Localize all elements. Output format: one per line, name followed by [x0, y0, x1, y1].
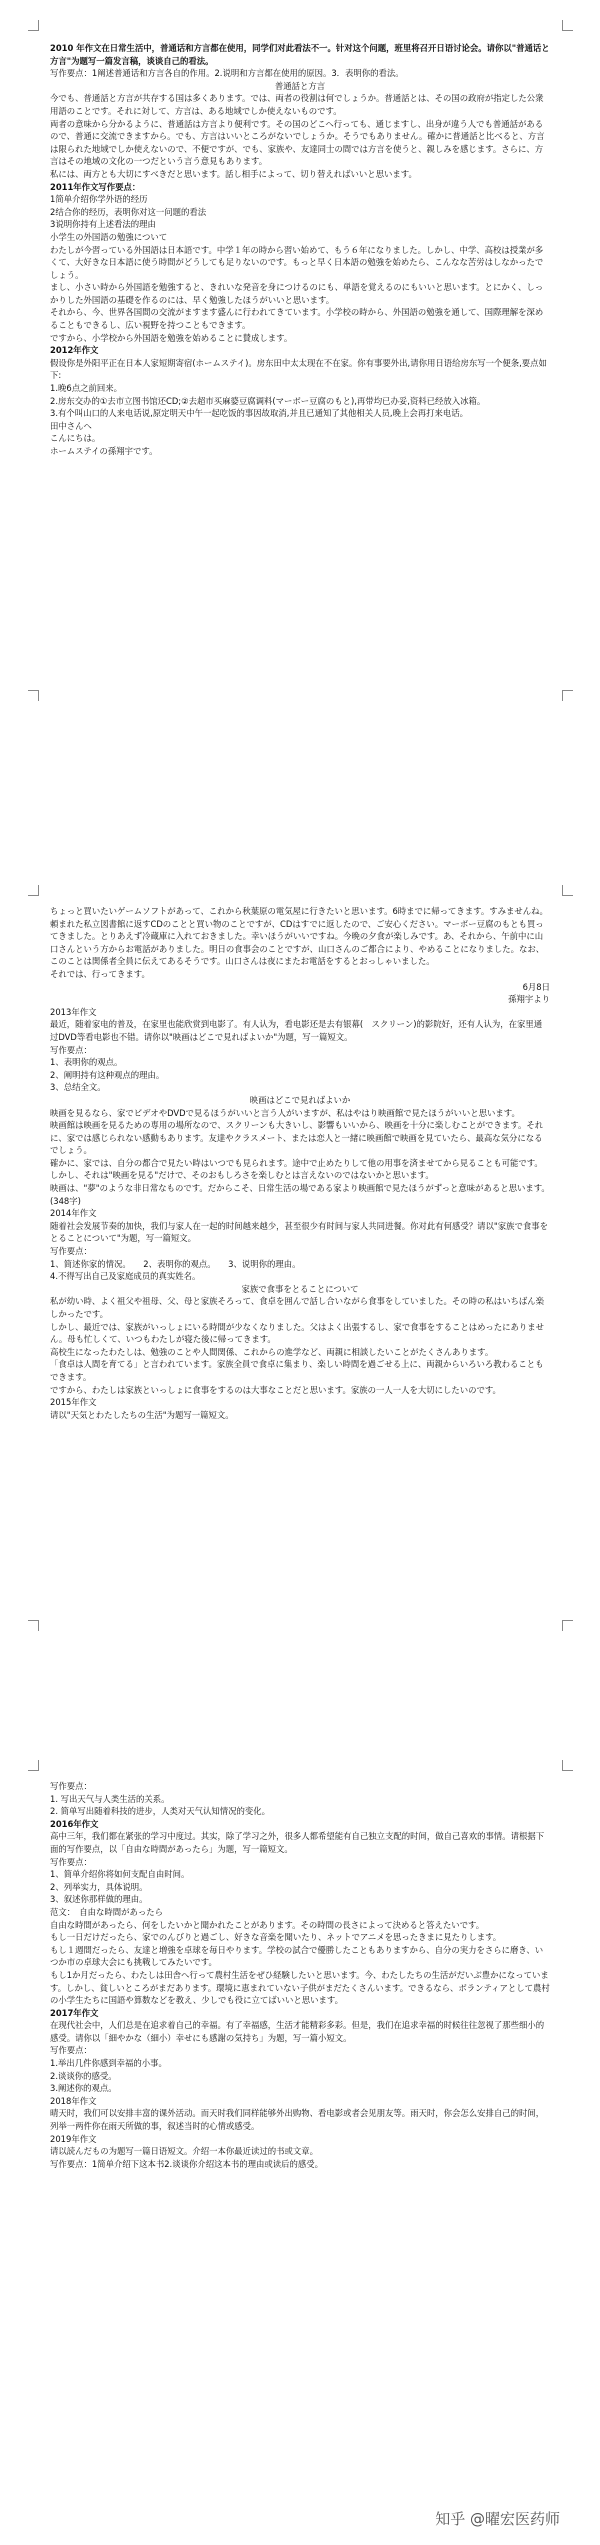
text-line: 映画は、"夢"のような非日常なものです。だからこそ、日常生活の場である家より映画館で見たほうがずっと意味があると思います。(348字) — [50, 1183, 550, 1206]
text-line: 2010 年作文在日常生活中，普通话和方言都在使用，同学们对此看法不一。针对这个问题，班里将召开日语讨论会。请你以"普通话と方言"为题写一篇发言稿，谈谈自己的看法。 — [50, 43, 550, 66]
text-line: 写作要点： — [50, 1044, 92, 1055]
watermark: 知乎 @曜宏医药师 — [435, 2510, 560, 2528]
text-line: 孫翔宇より — [508, 994, 550, 1005]
text-line: 请以読んだもの为题写一篇日语短文。介绍一本你最近读过的书或文章。 — [50, 2146, 318, 2157]
text-line: ホームステイの孫翔宇です。 — [50, 446, 158, 456]
text-line: もし一日だけだったら、家でのんびりと過ごし、好きな音楽を聞いたり、ネットでアニメを思ったきまに見たりします。 — [50, 1932, 502, 1943]
text-line: 2013年作文 — [50, 1006, 97, 1017]
text-line: 1简单介绍你学外语的经历 — [50, 194, 148, 205]
text-line: 写作要点： — [50, 1246, 92, 1257]
text-line: 写作要点： — [50, 1781, 92, 1791]
text-line: 1. 写出天气与人类生活的关系。 — [50, 1793, 170, 1804]
text-line: 映画はどこで見ればよいか — [249, 1094, 351, 1105]
text-line: 4.不得写出自己及家庭成员的真实姓名。 — [50, 1271, 201, 1282]
document-page-3 — [50, 1780, 550, 2170]
text-line: 随着社会发展节奏的加快，我们与家人在一起的时间越来越少，甚至很少有时间与家人共同进餐。你对此有何感受？请以"家族で食事をとることについて"为题，写一篇短文。 — [50, 1220, 548, 1244]
text-line: 1、简单介绍你将如何支配自由时间。 — [50, 1869, 190, 1880]
text-line: 2结合你的经历，表明你对这一问题的看法 — [50, 206, 207, 217]
text-line: 写作要点： — [50, 2045, 92, 2056]
text-line: 私が幼い時、よく祖父や祖母、父、母と家族そろって、食卓を囲んで話し合いながら食事をしていました。その時の私はいちばん楽しかったです。 — [50, 1296, 544, 1319]
text-line: 2. 简单写出随着科技的进步，人类对天气认知情况的变化。 — [50, 1806, 271, 1817]
text-line: ちょっと買いたいゲームソフトがあって、これから秋葉原の電気屋に行きたいと思います。6時までに帰ってきます。すみませんね。 — [50, 906, 548, 916]
text-line: 2016年作文 — [50, 1818, 99, 1829]
text-line: 今でも、普通話と方言が共存する国は多くあります。では、両者の役割は何でしょうか。普通話とは、その国の政府が指定した公衆用語のことです。それに対して、方言は、ある地域でしか使えないものです。 — [50, 93, 544, 116]
corner-mark — [28, 885, 39, 896]
document-page-1 — [50, 42, 550, 458]
text-line: 3、叙述你那样做的理由。 — [50, 1894, 148, 1905]
text-line: もし１週間だったら、友達と増強を卓球を毎日やります。学校の試合で優勝したこともありますから、自分の実力をさらに磨き、いつか市の卓球大会にも挑戦してみたいです。 — [50, 1944, 544, 1968]
text-line: 田中さんへ — [50, 420, 92, 431]
text-line: 小学生の外国語の勉強について — [50, 231, 168, 242]
text-line: 在现代社会中，人们总是在追求着自己的幸福。有了幸福感，生活才能精彩多彩。但是，我们在追求幸福的时候往往忽视了那些细小的感受。请你以「細やかな（細小）幸せにも感謝の気持ち」为题，写一篇小短文。 — [50, 2020, 545, 2043]
text-line: それから、今、世界各国間の交流がますます盛んに行われてきています。小学校の時から、外国語の勉強を通して、国際理解を深めることもできるし、広い視野を持つこともできます。 — [50, 307, 544, 331]
text-line: 2.谈谈你的感受。 — [50, 2070, 117, 2081]
text-line: それでは、行ってきます。 — [50, 968, 150, 979]
text-line: もし1か月だったら、わたしは田舎へ行って農村生活をぜひ経験したいと思います。今、わたしたちの生活がだいぶ豊かになっています。しかし、貧しいところがまだあります。環境に恵まれていない子供がまだたくさんいます。できるなら、ボランティアとして農村の小学生たちに国語や算数などを教え、少しでも役に立てばいいと思います。 — [50, 1969, 550, 2006]
text-line: 写作要点： — [50, 1856, 92, 1867]
text-line: 私には、両方とも大切にすべきだと思います。話し相手によって、切り替えればいいと思います。 — [50, 168, 417, 179]
text-line: 確かに、家では、自分の都合で見たい時はいつでも見られます。途中で止めたりして他の用事を済ませてから見ることも可能です。しかし、それは"映画を見る"だけで、そのおもしろさを楽しむとは言えないのではないかと思います。 — [50, 1157, 543, 1181]
text-line: 2019年作文 — [50, 2133, 97, 2144]
text-line: 1.举出几件你感到幸福的小事。 — [50, 2058, 167, 2069]
text-line: 假设你是外阳平正在日本人家短期寄宿(ホームステイ)。房东田中太太现在不在家。你有事要外出,请你用日语给房东写一个便条,要点如下: — [50, 357, 547, 381]
text-line: ですから、わたしは家族といっしょに食事をするのは大事なことだと思います。家族の一人一人を大切にしたいのです。 — [50, 1384, 501, 1395]
text-line: 3、总结全文。 — [50, 1082, 106, 1093]
text-line: 2017年作文 — [50, 2007, 99, 2018]
text-line: 両者の意味から分かるように、普通話は方言より便利です。その国のどこへ行っても、通じますし、出身が違う人でも普通話があるので、普通に交流できますから。でも、方言はいいところがないでしょうか。そうでもありません。確かに普通話と比べると、方言は限られた地域でしか使えないので、不便ですが、でも、家族や、友達同士の間では方言を使うと、親しみを感じます。さらに、方言はその地域の文化の一つだという言う意見もあります。 — [50, 118, 545, 167]
corner-mark — [562, 20, 573, 31]
text-line: わたしが今習っている外国語は日本語です。中学１年の時から習い始めて、もう６年になりました。しかし、中学、高校は授業が多くて、大好きな日本語に使う時間がどうしても足りないのです。もっと早く日本語の勉強を始めたら、こんなな苦労はしなかったでしょう。 — [50, 244, 544, 280]
text-line: 2、阐明持有这种观点的理由。 — [50, 1069, 165, 1080]
corner-mark — [562, 885, 573, 896]
text-line: 1.晚6点之前回来。 — [50, 383, 122, 394]
text-line: 范文： 自由な時間があったら — [50, 1906, 163, 1917]
corner-mark — [562, 1760, 573, 1771]
text-line: 3.阐述你的观点。 — [50, 2083, 117, 2094]
corner-mark — [562, 1620, 573, 1631]
text-line: 最近，随着家电的普及，在家里也能欣赏到电影了。有人认为，看电影还是去有银幕( スクリーン)的影院好，还有人认为，在家里通过DVD等看电影也不错。请你以"映画はどこで見ればよいか"为题，写一篇短文。 — [50, 1019, 543, 1042]
text-line: 1、表明你的观点。 — [50, 1057, 123, 1068]
corner-mark — [28, 690, 39, 701]
text-line: 写作要点：1简单介绍下这本书2.谈谈你介绍这本书的理由或读后的感受。 — [50, 2158, 323, 2169]
text-line: 映画館は映画を見るための専用の場所なので、スクリーンも大きいし、影響もいいから、映画を十分に楽しむことができます。それに、家では感じられない感動もあります。友達やクラスメート、または恋人と一緒に映画館で映画を見ていたら、最高な気分になるでしょう。 — [50, 1120, 544, 1156]
text-line: しかし、最近では、家族がいっしょにいる時間が少なくなりました。父はよく出張するし、家で食事をすることはめったにありません。母も忙しくて、いつもわたしが寝た後に帰ってきます。 — [50, 1321, 545, 1345]
document-page-2 — [50, 905, 550, 1421]
text-line: 高校生になったわたしは、勉強のことや人間関係、これからの進学など、両親に相談したいことがたくさんあります。 — [50, 1346, 494, 1357]
corner-mark — [28, 20, 39, 31]
text-line: 2014年作文 — [50, 1208, 97, 1219]
text-line: 2011年作文写作要点： — [50, 181, 141, 192]
text-line: 2、列举实力，具体说明。 — [50, 1881, 148, 1892]
text-line: 写作要点：1阐述普通话和方言各自的作用。2.说明和方言都在使用的原因。3．表明你的看法。 — [50, 68, 404, 79]
text-line: 高中三年，我们都在紧张的学习中度过。其实，除了学习之外，很多人都希望能有自己独立支配的时间，做自己喜欢的事情。请根据下面的写作要点，以「自由な時間があったら」为题，写一篇短文。 — [50, 1831, 545, 1854]
text-line: こんにちは。 — [50, 433, 101, 444]
corner-mark — [28, 1760, 39, 1771]
text-line: 3说明你持有上述看法的理由 — [50, 219, 156, 230]
corner-mark — [28, 1620, 39, 1631]
text-line: ですから、小学校から外国語を勉強を始めることに賛成します。 — [50, 332, 293, 343]
text-line: 頼まれた私立図書館に返すCDのことと買い物のことですが、CDはすでに返したので、ご安心ください。マーボー豆腐のもとも買ってきました。とりあえず冷蔵庫に入れておきました。幸いほうがいいですね。今晩の夕食が楽しみです。あ、それから、午前中に山口さんという方からお電話がありました。明日の食事会のことですが、山口さんのご都合により、やめることになりました。なお、このことは関係者全員に伝えてあるそうです。山口さんは夜にまたお電話をするとおっしゃいました。 — [50, 918, 545, 967]
text-line: 普通話と方言 — [274, 80, 326, 91]
text-line: 3.有个叫山口的人来电话说,原定明天中午一起吃饭的事因故取消,并且已通知了其他相关人员,晚上会再打来电话。 — [50, 408, 468, 419]
text-line: 2018年作文 — [50, 2095, 97, 2106]
text-line: 自由な時間があったら、何をしたいかと聞かれたことがあります。その時間の長さによって決めると答えたいです。 — [50, 1919, 485, 1930]
text-line: 2.房东交办的①去市立图书馆还CD;②去超市买麻婆豆腐调料(マーボー豆腐のもと),再带均已办妥,资料已经放入冰箱。 — [50, 395, 486, 406]
text-line: 「食卓は人間を育てる」と言われています。家族全員で食卓に集まり、楽しい時間を過ごせる上に、両親からいろいろ教わることもできます。 — [50, 1359, 544, 1382]
text-line: 2012年作文 — [50, 345, 99, 356]
text-line: 家族で食事をとることについて — [241, 1283, 359, 1294]
corner-mark — [562, 690, 573, 701]
text-line: 映画を見るなら、家でビデオやDVDで見るほうがいいと言う人がいますが、私はやはり映画館で見たほうがいいと思います。 — [50, 1107, 520, 1118]
text-line: まし、小さい時から外国語を勉強すると、きれいな発音を身につけるのにも、単語を覚えるのにもいいと思います。とにかく、しっかりした外国語の基礎を作るのには、早く勉強したほうがいいと思います。 — [50, 282, 544, 305]
text-line: 6月8日 — [522, 981, 550, 992]
text-line: 2015年作文 — [50, 1397, 97, 1408]
text-line: 晴天时，我们可以安排丰富的课外活动。而天时我们同样能够外出购物、看电影或者会见朋友等。雨天时，你会怎么安排自己的时间，列举一两件你在雨天所做的事，叙述当时的心情或感受。 — [50, 2108, 545, 2132]
text-line: 1、简述你家的情况。 2、表明你的观点。 3、说明你的理由。 — [50, 1258, 301, 1269]
text-line: 请以"天気とわたしたちの生活"为题写一篇短文。 — [50, 1409, 234, 1420]
